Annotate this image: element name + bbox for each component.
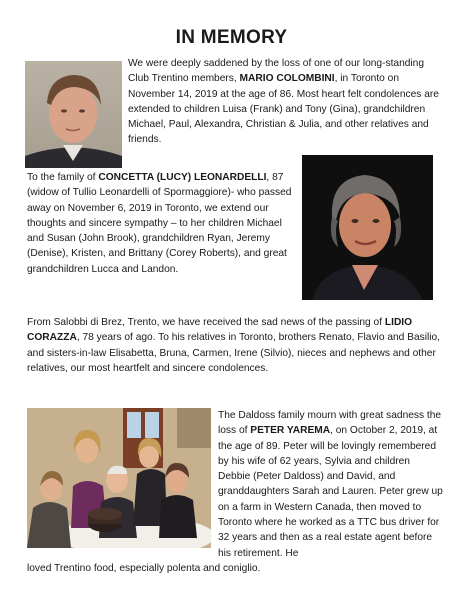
deceased-name: MARIO COLOMBINI (239, 73, 335, 85)
deceased-name: PETER YAREMA (250, 425, 331, 437)
family-photo-peter-yarema (27, 408, 211, 548)
memorial-entry-lidio-corazza (27, 315, 442, 376)
entry-text: From Salobbi di Brez, Trento, we have received the sad news of the passing of (27, 317, 385, 328)
entry-text: We were deeply saddened by the loss of one of our long-standing Club Trentino members, (128, 58, 425, 85)
entry-text: , in Toronto on November 14, 2019 at the age of 86. Most heart felt condolences are extended to children Luisa (Frank) and Tony (Gina), grandchildren Michael, Paul, Alexandra, Christian & Julia, and other relatives and friends. (128, 73, 439, 146)
entry-text: , 87 (widow of Tullio Leonardelli of Spormaggiore)- who passed away on November 6, 2019 in Toronto, we extend our thoughts and sincere sympathy – to her children Michael and Susan (John Brook), grandchildren Ryan, Jeremy (Denise), Kristen, and Brittany (Corey Roberts), and great grandchildren Lucca and Landon. (27, 172, 292, 275)
memorial-entry-mario-colombini (128, 56, 440, 148)
deceased-name: CONCETTA (LUCY) LEONARDELLI (98, 172, 267, 183)
portrait-photo-concetta-leonardelli (302, 155, 433, 300)
entry-text: The Daldoss family mourn with great sadness the loss of (218, 410, 442, 437)
portrait-photo-mario-colombini (25, 61, 122, 168)
memorial-entry-peter-yarema-continued: loved Trentino food, especially polenta and coniglio. (27, 563, 261, 574)
entry-text: , on October 2, 2019, at the age of 89. Peter will be lovingly remembered by his wife of 62 years, Sylvia and children Debbie (Peter Daldoss) and David, and granddaughters Sarah and Lauren. Peter grew up on a farm in Western Canada, then moved to Toronto where he worked as a TTC bus driver for 32 years and then as a real estate agent before his retirement. He (218, 425, 443, 559)
memorial-entry-concetta-leonardelli (27, 170, 295, 277)
memorial-entry-peter-yarema (218, 408, 444, 561)
page-title: IN MEMORY (175, 27, 288, 48)
entry-text: , 78 years of ago. To his relatives in Toronto, brothers Renato, Flavio and Basilio, and sisters-in-law Elisabetta, Bruna, Carmen, Irene (Silvio), nieces and nephews and other relatives, our most heartfelt and sincere condolences. (27, 332, 440, 374)
deceased-name: LIDIO CORAZZA (27, 317, 413, 344)
entry-text: To the family of (27, 172, 99, 183)
